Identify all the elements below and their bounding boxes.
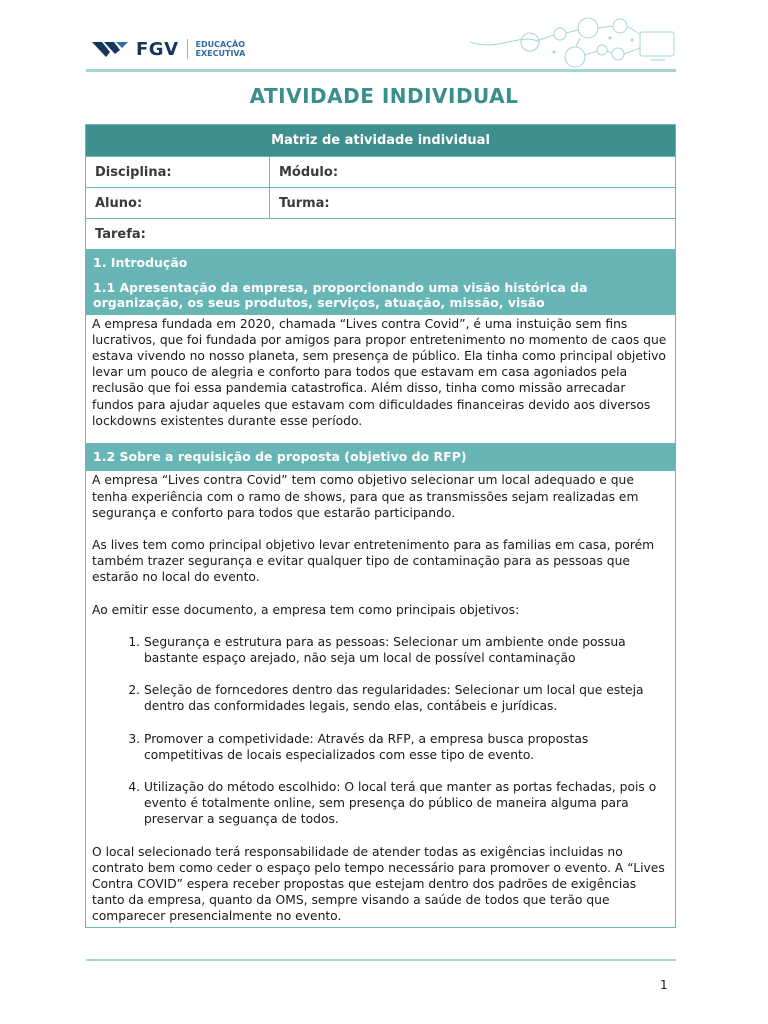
section-1-2-para-3: Ao emitir esse documento, a empresa tem como principais objetivos:	[92, 602, 520, 617]
section-1-2-heading: 1.2 Sobre a requisição de proposta (objetivo do RFP)	[86, 444, 675, 472]
section-1-2-para-1: A empresa “Lives contra Covid” tem como objetivo selecionar um local adequado e que tenha experiência com o ramo de shows, para que as transmissões sejam realizadas em segurança e conforto para todos que estarão participando.	[92, 473, 639, 520]
disciplina-modulo-row	[86, 157, 675, 188]
page-number: 1	[660, 978, 668, 992]
header-divider	[86, 69, 676, 72]
aluno-turma-row	[86, 188, 675, 219]
section-1-1-body	[86, 315, 675, 444]
section-1-2-para-4: O local selecionado terá responsabilidade de atender todas as exigências incluidas no contrato bem como ceder o espaço pelo tempo necessário para promover o evento. A “Lives Contra COVID” espera receber propostas que estejam dentro dos padrões de exigências tanto da empresa, quanto da OMS, sempre visando a saúde de todos que terão que comparecer presencialmente no evento.	[92, 844, 665, 924]
section-introducao-heading: 1. Introdução	[86, 250, 675, 277]
logo-text: FGV	[136, 38, 179, 60]
fgv-logo	[92, 38, 245, 60]
section-1-1-text: A empresa fundada em 2020, chamada “Lives contra Covid”, é uma instuição sem fins lucrativos, que foi fundada por amigos para propor entretenimento no momento de caos que estava vivendo no nosso planeta, sem presença de público. Ela tinha como principal objetivo levar um pouco de alegria e conforto para todos que estavam em casa agoniados pela reclusão que foi essa pandemia catastrofica. Além disso, tinha como missão arrecadar fundos para ajudar aqueles que estavam com dificuldades financeiras devido aos diversos lockdowns existentes durante esse período.	[92, 316, 667, 428]
logo-subtitle-line-1: EDUCAÇÃO	[195, 40, 246, 49]
disciplina-field: Disciplina:	[86, 157, 270, 187]
tech-network-decoration-icon	[470, 12, 680, 72]
page-header	[0, 0, 768, 80]
logo-divider	[187, 39, 188, 59]
footer-divider	[86, 959, 676, 961]
aluno-field: Aluno:	[86, 188, 270, 218]
tarefa-row	[86, 219, 675, 250]
list-item: 3. Promover a competividade: Através da RFP, a empresa busca propostas competitivas de locais especializados com esse tipo de evento.	[144, 731, 669, 763]
section-1-2-para-2: As lives tem como principal objetivo levar entretenimento para as familias em casa, porém também trazer segurança e evitar qualquer tipo de contaminação para as pessoas que estarão no local do evento.	[92, 538, 655, 585]
logo-subtitle	[196, 40, 246, 58]
tarefa-field: Tarefa:	[95, 226, 146, 242]
fgv-chevron-icon	[92, 40, 132, 58]
page-title: ATIVIDADE INDIVIDUAL	[249, 84, 519, 108]
list-item: 4. Utilização do método escolhido: O local terá que manter as portas fechadas, pois o evento é totalmente online, sem presença do público de maneira alguma para preservar a seguança de todos.	[144, 779, 669, 828]
logo-subtitle-line-2: EXECUTIVA	[195, 49, 246, 58]
matrix-heading: Matriz de atividade individual	[86, 125, 675, 157]
list-item: 1. Segurança e estrutura para as pessoas: Selecionar um ambiente onde possua bastante espaço arejado, não seja um local de possível contaminação	[144, 634, 669, 666]
activity-matrix-table	[85, 124, 676, 928]
objectives-list	[92, 634, 669, 828]
section-1-2-body	[86, 471, 675, 926]
modulo-field: Módulo:	[279, 164, 339, 180]
list-item: 2. Seleção de forncedores dentro das regularidades: Selecionar um local que esteja dentro das conformidades legais, sendo elas, contábeis e jurídicas.	[144, 682, 669, 714]
section-1-1-heading: 1.1 Apresentação da empresa, proporcionando uma visão histórica da organização, os seus produtos, serviços, atuação, missão, visão	[86, 277, 675, 315]
turma-field: Turma:	[279, 195, 330, 211]
